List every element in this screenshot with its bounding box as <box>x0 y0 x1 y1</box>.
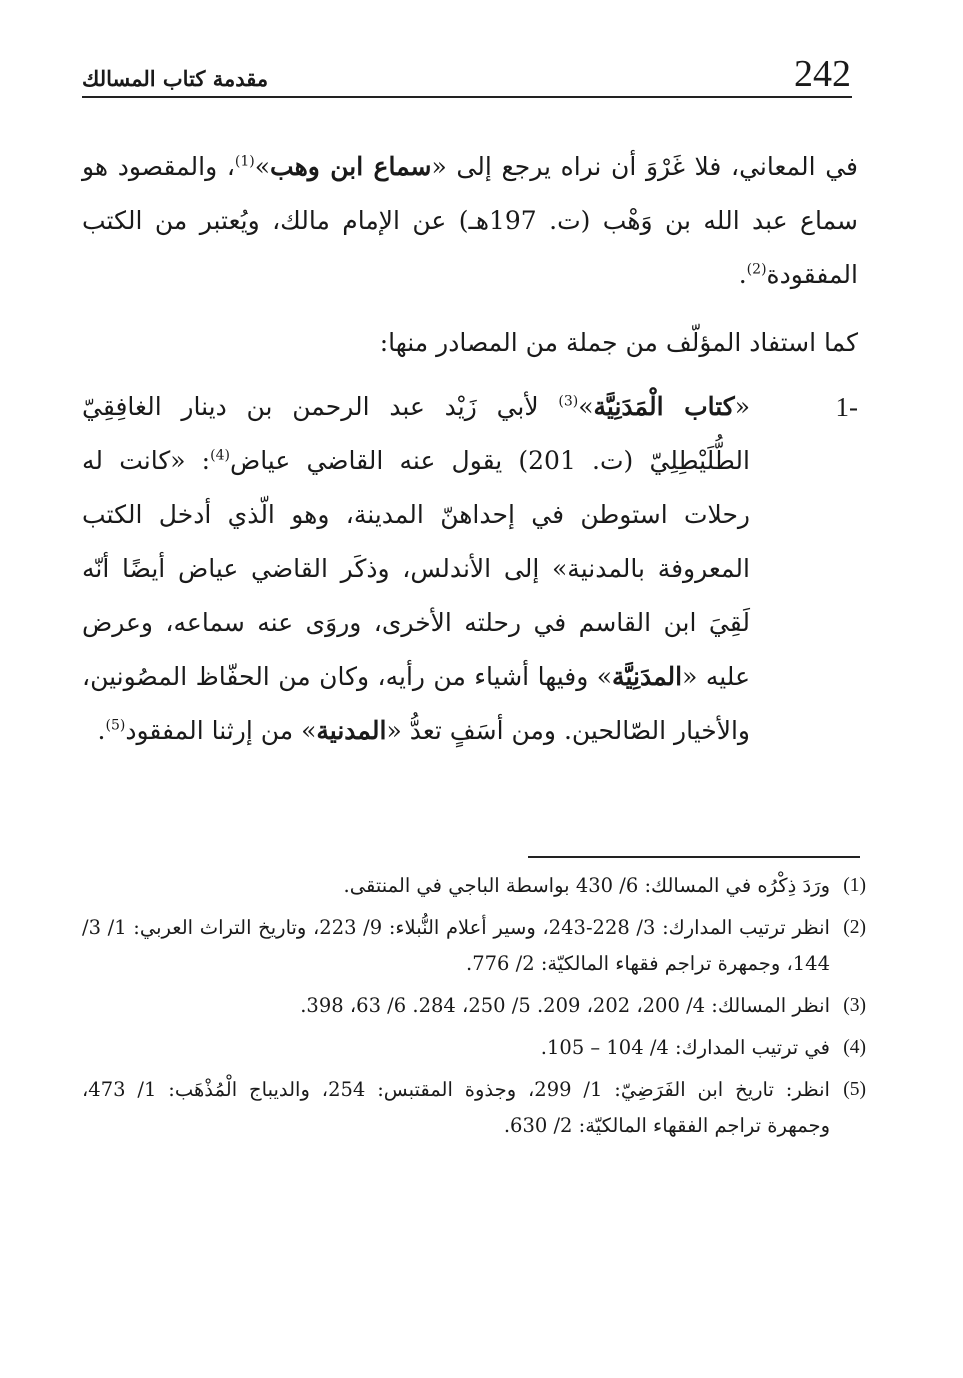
page-header <box>82 52 852 98</box>
page-number: 242 <box>794 53 851 95</box>
header-rule <box>82 96 852 98</box>
paragraph-1-bold-title: سماع ابن وهب <box>270 152 432 181</box>
footnote-ref-5[interactable]: (5) <box>105 717 126 734</box>
footnotes <box>82 868 866 1150</box>
footnote-2 <box>82 910 866 982</box>
item-quote-open: « <box>734 392 750 421</box>
footnote-ref-3[interactable]: (3) <box>558 393 579 410</box>
footnote-number: (4) <box>843 1037 866 1058</box>
footnote-1 <box>82 868 866 904</box>
item-text-2: : «كانت له رحلات استوطن في إحداهنّ المدينة، وهو الّذي أدخل الكتب المعروفة بالمدنية» إلى الأندلس، وذكَر القاضي عياض أيضًا أنّه لَقِيَ ابن القاسم في رحلته الأخرى، وروَى عنه سماعه، وعرض عليه « <box>82 446 750 691</box>
footnote-number: (2) <box>843 917 866 938</box>
item-text-3: » وفيها أشياء من رأيه، وكان من الحفّاظ المصُونين، والأخيار الصّالحين. ومن أسَفٍ تعدُّ « <box>82 662 750 745</box>
paragraph-1-quote: » <box>254 152 271 181</box>
paragraph-2: كما استفاد المؤلّف من جملة من المصادر منها: <box>379 328 858 357</box>
footnote-ref-2[interactable]: (2) <box>746 261 767 278</box>
item-text-1: لأبي زَيْد عبد الرحمن بن دينار الغافِقِيّ الطُّلَيْطِلِيّ (ت. 201) يقول عنه القاضي عياض <box>82 392 750 475</box>
footnote-number: (1) <box>843 875 866 896</box>
list-item-number: 1- <box>835 392 858 422</box>
paragraph-1 <box>82 140 858 302</box>
footnote-3 <box>82 988 866 1024</box>
footnote-text: ورَدَ ذِكْرُه في المسالك: 6/ 430 بواسطة الباجي في المنتقى. <box>343 874 830 897</box>
footnote-ref-1[interactable]: (1) <box>234 153 255 170</box>
footnote-rule <box>528 856 860 858</box>
running-title: مقدمة كتاب المسالك <box>82 66 269 91</box>
footnote-5 <box>82 1072 866 1144</box>
item-text-4: » من إرثنا المفقود <box>125 716 317 745</box>
footnote-text: انظر: تاريخ ابن الفَرَضِيّ: 1/ 299، وجذوة المقتبس: 254، والديباج الْمُذْهَب: 1/ 473، وجمهرة تراجم الفقهاء المالكيّة: 2/ 630. <box>82 1078 830 1137</box>
list-item-1 <box>82 380 750 758</box>
footnote-number: (3) <box>843 995 866 1016</box>
item-end: . <box>97 716 106 745</box>
footnote-text: انظر المسالك: 4/ 200، 202، 209. 5/ 250، 284. 6/ 63، 398. <box>300 994 830 1017</box>
footnote-number: (5) <box>843 1079 866 1100</box>
footnote-text: في ترتيب المدارك: 4/ 104 – 105. <box>540 1036 830 1059</box>
item-bold-2: المدَنِيَّة <box>612 662 683 691</box>
item-bold-title: كتاب الْمَدَنِيَّة <box>593 392 735 421</box>
footnote-text: انظر ترتيب المدارك: 3/ 228-243، وسير أعلام النُّبلاء: 9/ 223، وتاريخ التراث العربي: 1/ 3/ 144، وجمهرة تراجم فقهاء المالكيّة: 2/ 776. <box>82 916 830 975</box>
item-bold-3: المدنية <box>316 716 387 745</box>
footnote-ref-4[interactable]: (4) <box>210 447 230 464</box>
paragraph-1-end: . <box>738 260 747 289</box>
footnote-4 <box>82 1030 866 1066</box>
paragraph-1-text-a: في المعاني، فلا غَرْوَ أن نراه يرجع إلى « <box>431 152 858 181</box>
item-quote-close: » <box>578 392 594 421</box>
paragraph-1-text-d: ، والمقصود هو سماع عبد الله بن وَهْب (ت. 197هـ) عن الإمام مالك، ويُعتبر من الكتب المفقودة <box>82 152 858 289</box>
